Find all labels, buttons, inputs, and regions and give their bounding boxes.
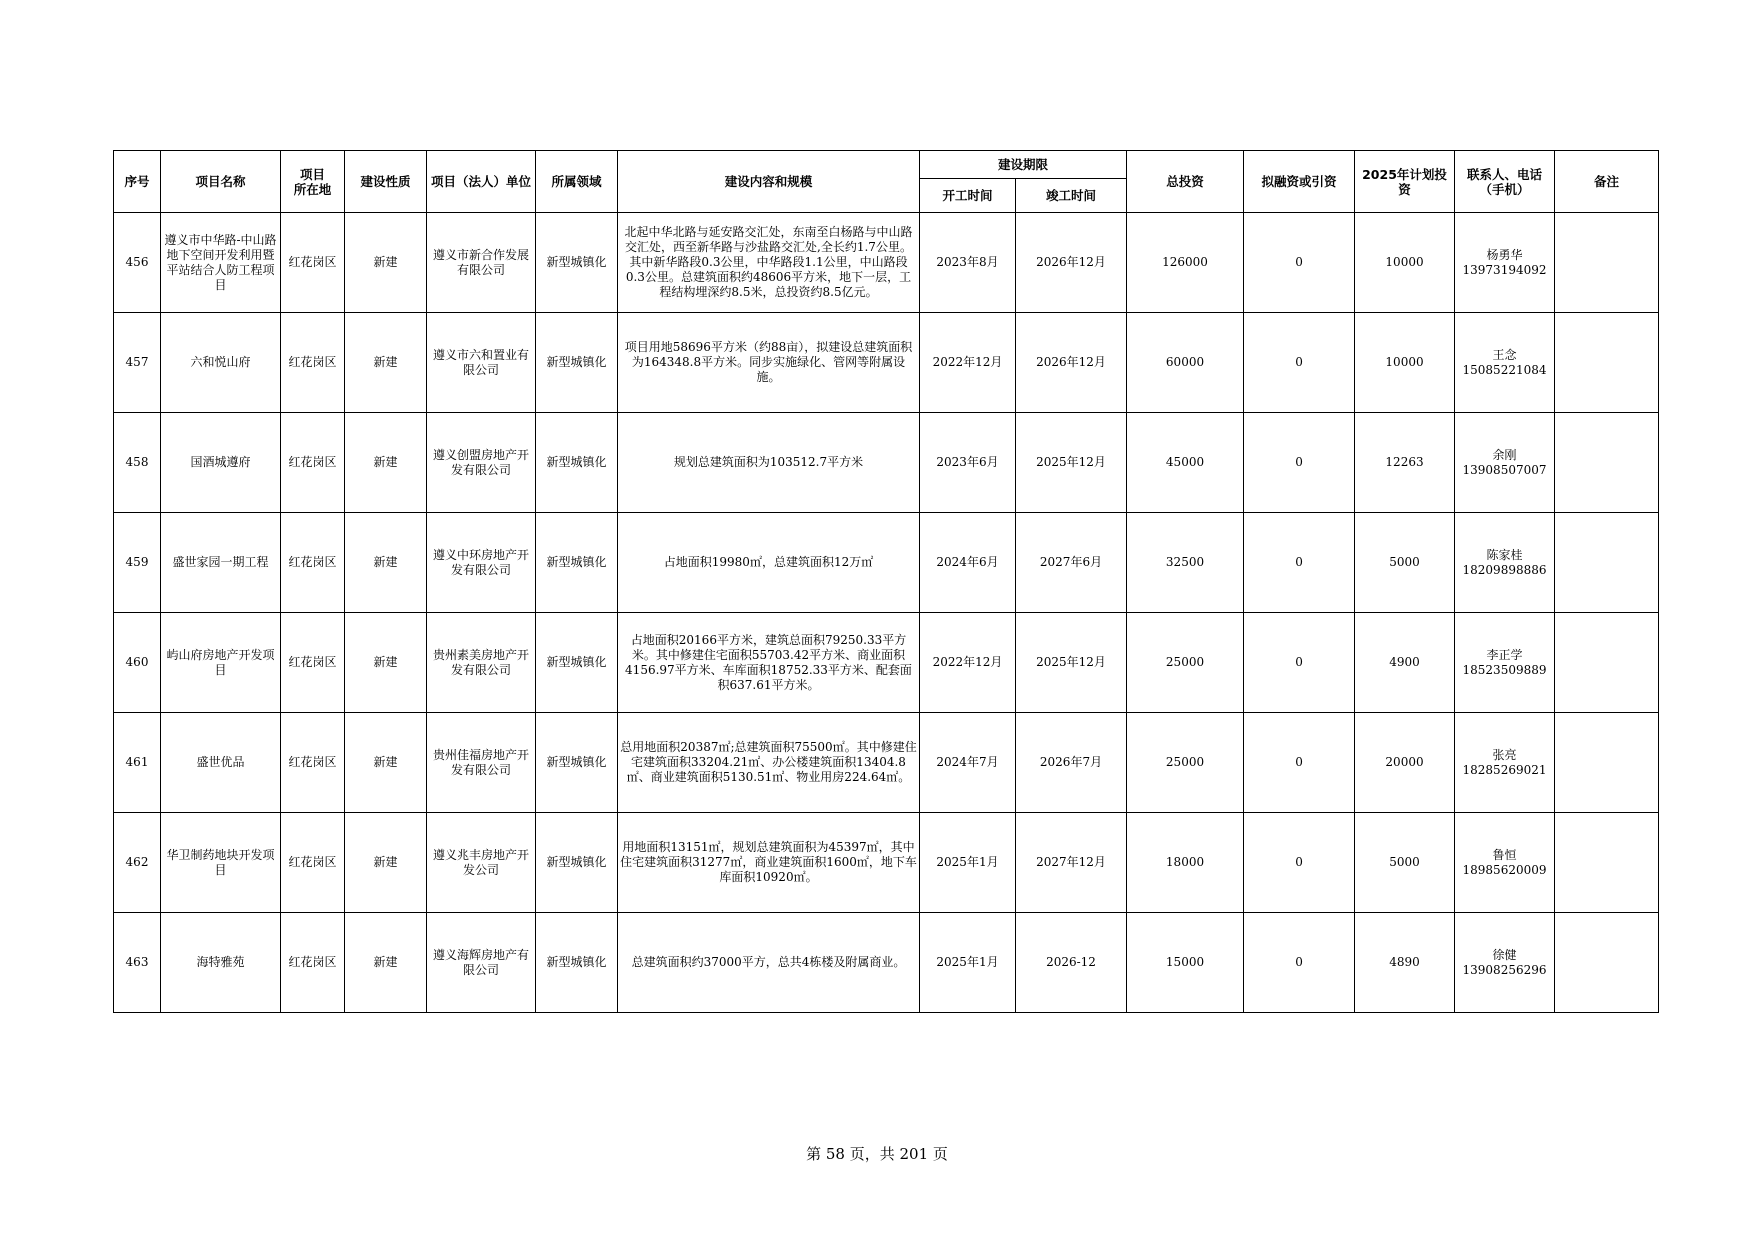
cell-nature: 新建	[345, 513, 427, 613]
cell-name: 海特雅苑	[161, 913, 281, 1013]
cell-end: 2026年7月	[1016, 713, 1127, 813]
cell-total: 45000	[1127, 413, 1244, 513]
contact-name: 杨勇华	[1486, 247, 1523, 262]
table-row	[114, 313, 1659, 413]
table-row	[114, 513, 1659, 613]
cell-plan2025: 20000	[1355, 713, 1455, 813]
cell-plan2025: 12263	[1355, 413, 1455, 513]
cell-field: 新型城镇化	[536, 413, 618, 513]
table-row	[114, 813, 1659, 913]
cell-remark	[1555, 813, 1659, 913]
cell-remark	[1555, 713, 1659, 813]
table-header	[114, 151, 1659, 213]
contact-name: 陈家桂	[1486, 547, 1523, 562]
cell-contact	[1455, 413, 1555, 513]
cell-financing: 0	[1244, 413, 1355, 513]
contact-phone: 13908256296	[1462, 962, 1547, 977]
cell-remark	[1555, 513, 1659, 613]
cell-field: 新型城镇化	[536, 213, 618, 313]
header-seq: 序号	[114, 151, 161, 213]
header-plan2025: 2025年计划投资	[1355, 151, 1455, 213]
cell-seq: 460	[114, 613, 161, 713]
cell-unit: 遵义海辉房地产有限公司	[427, 913, 536, 1013]
cell-field: 新型城镇化	[536, 513, 618, 613]
cell-remark	[1555, 913, 1659, 1013]
cell-end: 2026年12月	[1016, 213, 1127, 313]
table-row	[114, 413, 1659, 513]
cell-nature: 新建	[345, 713, 427, 813]
cell-nature: 新建	[345, 913, 427, 1013]
contact-phone: 18285269021	[1462, 762, 1547, 777]
cell-seq: 458	[114, 413, 161, 513]
cell-financing: 0	[1244, 813, 1355, 913]
cell-location: 红花岗区	[281, 213, 345, 313]
header-start: 开工时间	[920, 179, 1016, 213]
contact-phone: 18209898886	[1462, 562, 1547, 577]
cell-content: 北起中华北路与延安路交汇处，东南至白杨路与中山路交汇处，西至新华路与沙盐路交汇处,全长约1.7公里。其中新华路段0.3公里，中华路段1.1公里，中山路段0.3公里。总建筑面积约48606平方米，地下一层，工程结构埋深约8.5米，总投资约8.5亿元。	[618, 213, 920, 313]
table-row	[114, 213, 1659, 313]
header-remark: 备注	[1555, 151, 1659, 213]
cell-contact	[1455, 913, 1555, 1013]
cell-unit: 遵义中环房地产开发有限公司	[427, 513, 536, 613]
cell-plan2025: 4900	[1355, 613, 1455, 713]
contact-phone: 15085221084	[1462, 362, 1547, 377]
cell-unit: 遵义创盟房地产开发有限公司	[427, 413, 536, 513]
table-body	[114, 213, 1659, 1013]
cell-financing: 0	[1244, 713, 1355, 813]
cell-end: 2026-12	[1016, 913, 1127, 1013]
cell-field: 新型城镇化	[536, 313, 618, 413]
cell-content: 用地面积13151㎡，规划总建筑面积为45397㎡，其中住宅建筑面积31277㎡，商业建筑面积1600㎡，地下车库面积10920㎡。	[618, 813, 920, 913]
cell-financing: 0	[1244, 313, 1355, 413]
cell-seq: 462	[114, 813, 161, 913]
cell-unit: 贵州素美房地产开发有限公司	[427, 613, 536, 713]
cell-name: 屿山府房地产开发项目	[161, 613, 281, 713]
cell-plan2025: 10000	[1355, 313, 1455, 413]
contact-phone: 18985620009	[1462, 862, 1547, 877]
contact-name: 张亮	[1492, 747, 1517, 762]
cell-end: 2027年6月	[1016, 513, 1127, 613]
cell-nature: 新建	[345, 213, 427, 313]
cell-seq: 459	[114, 513, 161, 613]
cell-total: 32500	[1127, 513, 1244, 613]
cell-content: 占地面积20166平方米，建筑总面积79250.33平方米。其中修建住宅面积55703.42平方米、商业面积4156.97平方米、车库面积18752.33平方米、配套面积637.61平方米。	[618, 613, 920, 713]
cell-start: 2022年12月	[920, 613, 1016, 713]
cell-nature: 新建	[345, 313, 427, 413]
cell-name: 六和悦山府	[161, 313, 281, 413]
cell-end: 2026年12月	[1016, 313, 1127, 413]
cell-nature: 新建	[345, 813, 427, 913]
cell-contact	[1455, 813, 1555, 913]
contact-name: 徐健	[1492, 947, 1517, 962]
cell-field: 新型城镇化	[536, 713, 618, 813]
table-row	[114, 613, 1659, 713]
cell-remark	[1555, 313, 1659, 413]
cell-seq: 456	[114, 213, 161, 313]
cell-remark	[1555, 413, 1659, 513]
cell-financing: 0	[1244, 213, 1355, 313]
contact-name: 王念	[1492, 347, 1517, 362]
cell-location: 红花岗区	[281, 613, 345, 713]
cell-unit: 遵义市新合作发展有限公司	[427, 213, 536, 313]
cell-seq: 457	[114, 313, 161, 413]
cell-content: 总用地面积20387㎡;总建筑面积75500㎡。其中修建住宅建筑面积33204.21㎡、办公楼建筑面积13404.8㎡、商业建筑面积5130.51㎡、物业用房224.64㎡。	[618, 713, 920, 813]
cell-remark	[1555, 213, 1659, 313]
cell-field: 新型城镇化	[536, 813, 618, 913]
cell-financing: 0	[1244, 513, 1355, 613]
cell-plan2025: 4890	[1355, 913, 1455, 1013]
cell-plan2025: 5000	[1355, 513, 1455, 613]
header-name: 项目名称	[161, 151, 281, 213]
cell-contact	[1455, 213, 1555, 313]
cell-name: 华卫制药地块开发项目	[161, 813, 281, 913]
cell-start: 2023年6月	[920, 413, 1016, 513]
project-table	[113, 150, 1659, 1013]
table-row	[114, 913, 1659, 1013]
cell-total: 25000	[1127, 613, 1244, 713]
cell-seq: 463	[114, 913, 161, 1013]
cell-start: 2025年1月	[920, 913, 1016, 1013]
cell-field: 新型城镇化	[536, 913, 618, 1013]
cell-content: 项目用地58696平方米（约88亩），拟建设总建筑面积为164348.8平方米。同步实施绿化、管网等附属设施。	[618, 313, 920, 413]
cell-unit: 遵义兆丰房地产开发公司	[427, 813, 536, 913]
cell-start: 2022年12月	[920, 313, 1016, 413]
cell-plan2025: 10000	[1355, 213, 1455, 313]
cell-name: 国酒城遵府	[161, 413, 281, 513]
cell-total: 18000	[1127, 813, 1244, 913]
header-period: 建设期限	[920, 151, 1127, 179]
contact-phone: 18523509889	[1462, 662, 1547, 677]
cell-financing: 0	[1244, 613, 1355, 713]
cell-location: 红花岗区	[281, 913, 345, 1013]
cell-nature: 新建	[345, 613, 427, 713]
header-nature: 建设性质	[345, 151, 427, 213]
cell-contact	[1455, 313, 1555, 413]
cell-field: 新型城镇化	[536, 613, 618, 713]
header-total: 总投资	[1127, 151, 1244, 213]
cell-name: 遵义市中华路-中山路地下空间开发利用暨平站结合人防工程项目	[161, 213, 281, 313]
cell-contact	[1455, 513, 1555, 613]
header-content: 建设内容和规模	[618, 151, 920, 213]
cell-start: 2024年6月	[920, 513, 1016, 613]
cell-total: 60000	[1127, 313, 1244, 413]
cell-location: 红花岗区	[281, 313, 345, 413]
cell-name: 盛世优品	[161, 713, 281, 813]
cell-location: 红花岗区	[281, 813, 345, 913]
contact-name: 余刚	[1492, 447, 1517, 462]
table-row	[114, 713, 1659, 813]
cell-seq: 461	[114, 713, 161, 813]
cell-end: 2025年12月	[1016, 413, 1127, 513]
contact-phone: 13908507007	[1462, 462, 1547, 477]
header-unit: 项目（法人）单位	[427, 151, 536, 213]
cell-location: 红花岗区	[281, 413, 345, 513]
cell-plan2025: 5000	[1355, 813, 1455, 913]
contact-name: 李正学	[1486, 647, 1523, 662]
cell-end: 2025年12月	[1016, 613, 1127, 713]
page-footer: 第 58 页，共 201 页	[806, 1145, 948, 1163]
cell-contact	[1455, 713, 1555, 813]
header-location	[281, 151, 345, 213]
contact-phone: 13973194092	[1462, 262, 1547, 277]
header-contact: 联系人、电话（手机）	[1455, 151, 1555, 213]
cell-remark	[1555, 613, 1659, 713]
cell-financing: 0	[1244, 913, 1355, 1013]
cell-content: 占地面积19980㎡，总建筑面积12万㎡	[618, 513, 920, 613]
header-field: 所属领域	[536, 151, 618, 213]
cell-unit: 遵义市六和置业有限公司	[427, 313, 536, 413]
cell-location: 红花岗区	[281, 513, 345, 613]
cell-start: 2025年1月	[920, 813, 1016, 913]
cell-total: 25000	[1127, 713, 1244, 813]
cell-start: 2024年7月	[920, 713, 1016, 813]
cell-location: 红花岗区	[281, 713, 345, 813]
cell-content: 规划总建筑面积为103512.7平方米	[618, 413, 920, 513]
cell-end: 2027年12月	[1016, 813, 1127, 913]
header-financing: 拟融资或引资	[1244, 151, 1355, 213]
cell-total: 15000	[1127, 913, 1244, 1013]
cell-total: 126000	[1127, 213, 1244, 313]
cell-name: 盛世家园一期工程	[161, 513, 281, 613]
cell-contact	[1455, 613, 1555, 713]
contact-name: 鲁恒	[1492, 847, 1517, 862]
cell-start: 2023年8月	[920, 213, 1016, 313]
cell-content: 总建筑面积约37000平方，总共4栋楼及附属商业。	[618, 913, 920, 1013]
header-location-label: 项目 所在地	[293, 166, 332, 197]
cell-unit: 贵州佳福房地产开发有限公司	[427, 713, 536, 813]
header-end: 竣工时间	[1016, 179, 1127, 213]
cell-nature: 新建	[345, 413, 427, 513]
